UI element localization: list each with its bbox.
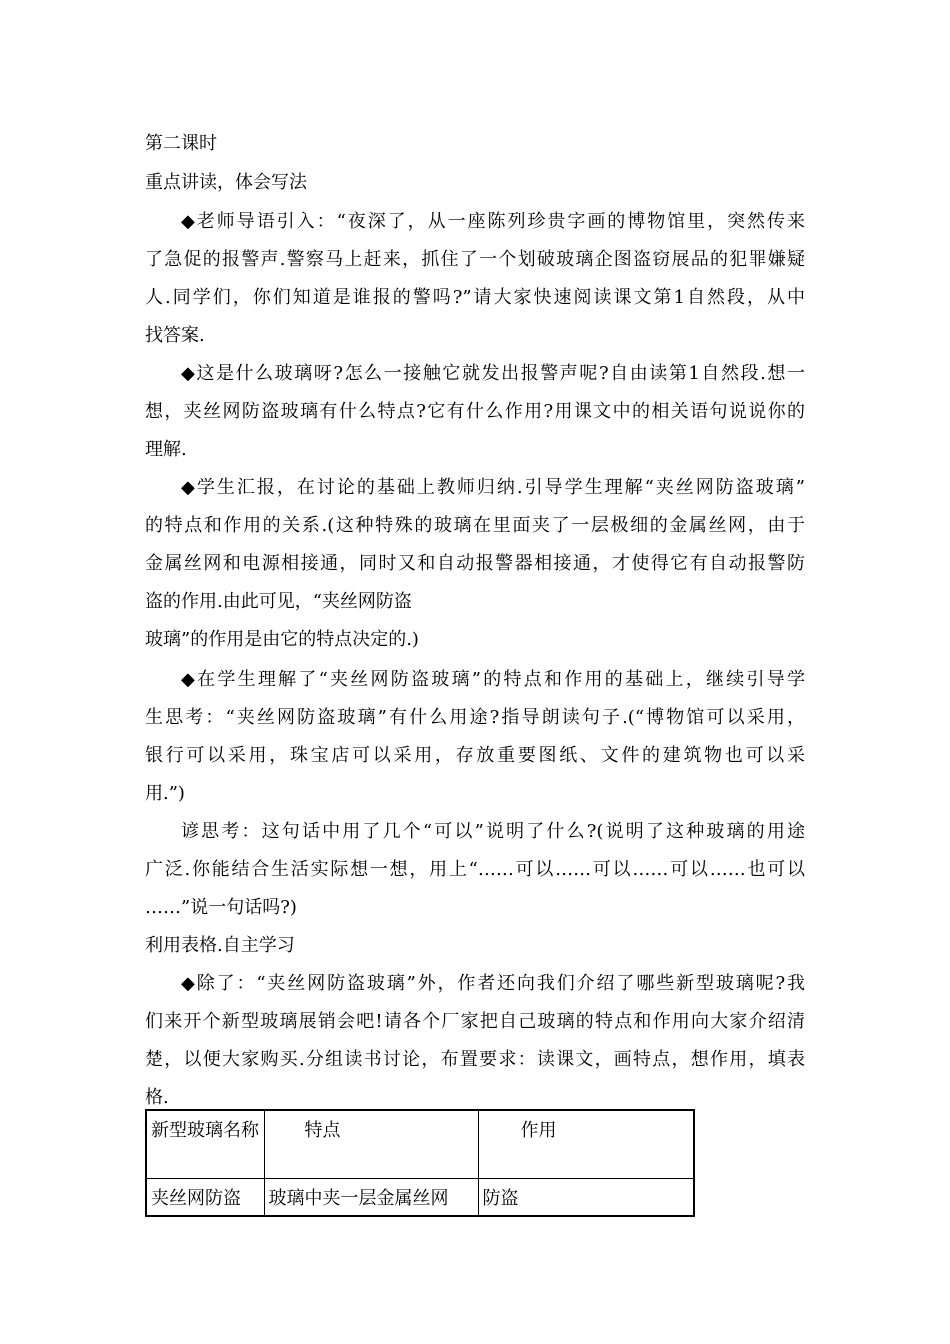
table-cell: 玻璃中夹一层金属丝网 bbox=[264, 1178, 478, 1216]
lesson-title: 第二课时 bbox=[145, 133, 217, 154]
table-cell: 防盗 bbox=[478, 1178, 694, 1216]
table-header-row bbox=[146, 1110, 694, 1178]
paragraph-line: 格. bbox=[145, 1087, 169, 1108]
paragraph-line: 银行可以采用，珠宝店可以采用，存放重要图纸、文件的建筑物也可以采 bbox=[145, 745, 805, 766]
paragraph-line: ◆除了：“夹丝网防盗玻璃”外，作者还向我们介绍了哪些新型玻璃呢?我 bbox=[181, 973, 805, 994]
paragraph-line: ◆在学生理解了“夹丝网防盗玻璃”的特点和作用的基础上，继续引导学 bbox=[181, 669, 805, 690]
paragraph-line: 找答案. bbox=[145, 325, 205, 346]
paragraph-line: 们来开个新型玻璃展销会吧!请各个厂家把自己玻璃的特点和作用向大家介绍清 bbox=[145, 1011, 805, 1032]
glass-table bbox=[145, 1109, 695, 1217]
paragraph-line: 想，夹丝网防盗玻璃有什么特点?它有什么作用?用课文中的相关语句说说你的 bbox=[145, 401, 805, 422]
table-cell: 夹丝网防盗 bbox=[146, 1178, 264, 1216]
paragraph-line: 金属丝网和电源相接通，同时又和自动报警器相接通，才使得它有自动报警防 bbox=[145, 553, 805, 574]
paragraph-line: 楚，以便大家购买.分组读书讨论，布置要求：读课文，画特点，想作用，填表 bbox=[145, 1049, 805, 1070]
paragraph-line: ……”说一句话吗?) bbox=[145, 897, 297, 918]
section-heading: 重点讲读，体会写法 bbox=[145, 172, 307, 193]
paragraph-line: 玻璃”的作用是由它的特点决定的.) bbox=[145, 629, 419, 650]
paragraph-line: 广泛.你能结合生活实际想一想，用上“……可以……可以……可以……也可以 bbox=[145, 859, 805, 880]
paragraph-line: ◆老师导语引入：“夜深了，从一座陈列珍贵字画的博物馆里，突然传来 bbox=[181, 211, 805, 232]
table-header-cell: 特点 bbox=[264, 1110, 478, 1178]
paragraph-line: 谚思考：这句话中用了几个“可以”说明了什么?(说明了这种玻璃的用途 bbox=[181, 821, 805, 842]
paragraph-line: 了急促的报警声.警察马上赶来，抓住了一个划破玻璃企图盗窃展品的犯罪嫌疑 bbox=[145, 249, 805, 270]
table-header-cell: 新型玻璃名称 bbox=[146, 1110, 264, 1178]
paragraph-line: 盗的作用.由此可见，“夹丝网防盗 bbox=[145, 591, 412, 612]
table-row bbox=[146, 1178, 694, 1216]
paragraph-line: 人.同学们，你们知道是谁报的警吗?”请大家快速阅读课文第1自然段，从中 bbox=[145, 287, 805, 308]
paragraph-line: 生思考：“夹丝网防盗玻璃”有什么用途?指导朗读句子.(“博物馆可以采用， bbox=[145, 707, 805, 728]
paragraph-line: 理解. bbox=[145, 439, 187, 460]
paragraph-line: ◆学生汇报，在讨论的基础上教师归纳.引导学生理解“夹丝网防盗玻璃” bbox=[181, 477, 805, 498]
table-header-cell: 作用 bbox=[478, 1110, 694, 1178]
section-heading: 利用表格.自主学习 bbox=[145, 935, 295, 956]
paragraph-line: 的特点和作用的关系.(这种特殊的玻璃在里面夹了一层极细的金属丝网，由于 bbox=[145, 515, 805, 536]
paragraph-line: ◆这是什么玻璃呀?怎么一接触它就发出报警声呢?自由读第1自然段.想一 bbox=[181, 363, 805, 384]
paragraph-line: 用.”) bbox=[145, 783, 185, 804]
